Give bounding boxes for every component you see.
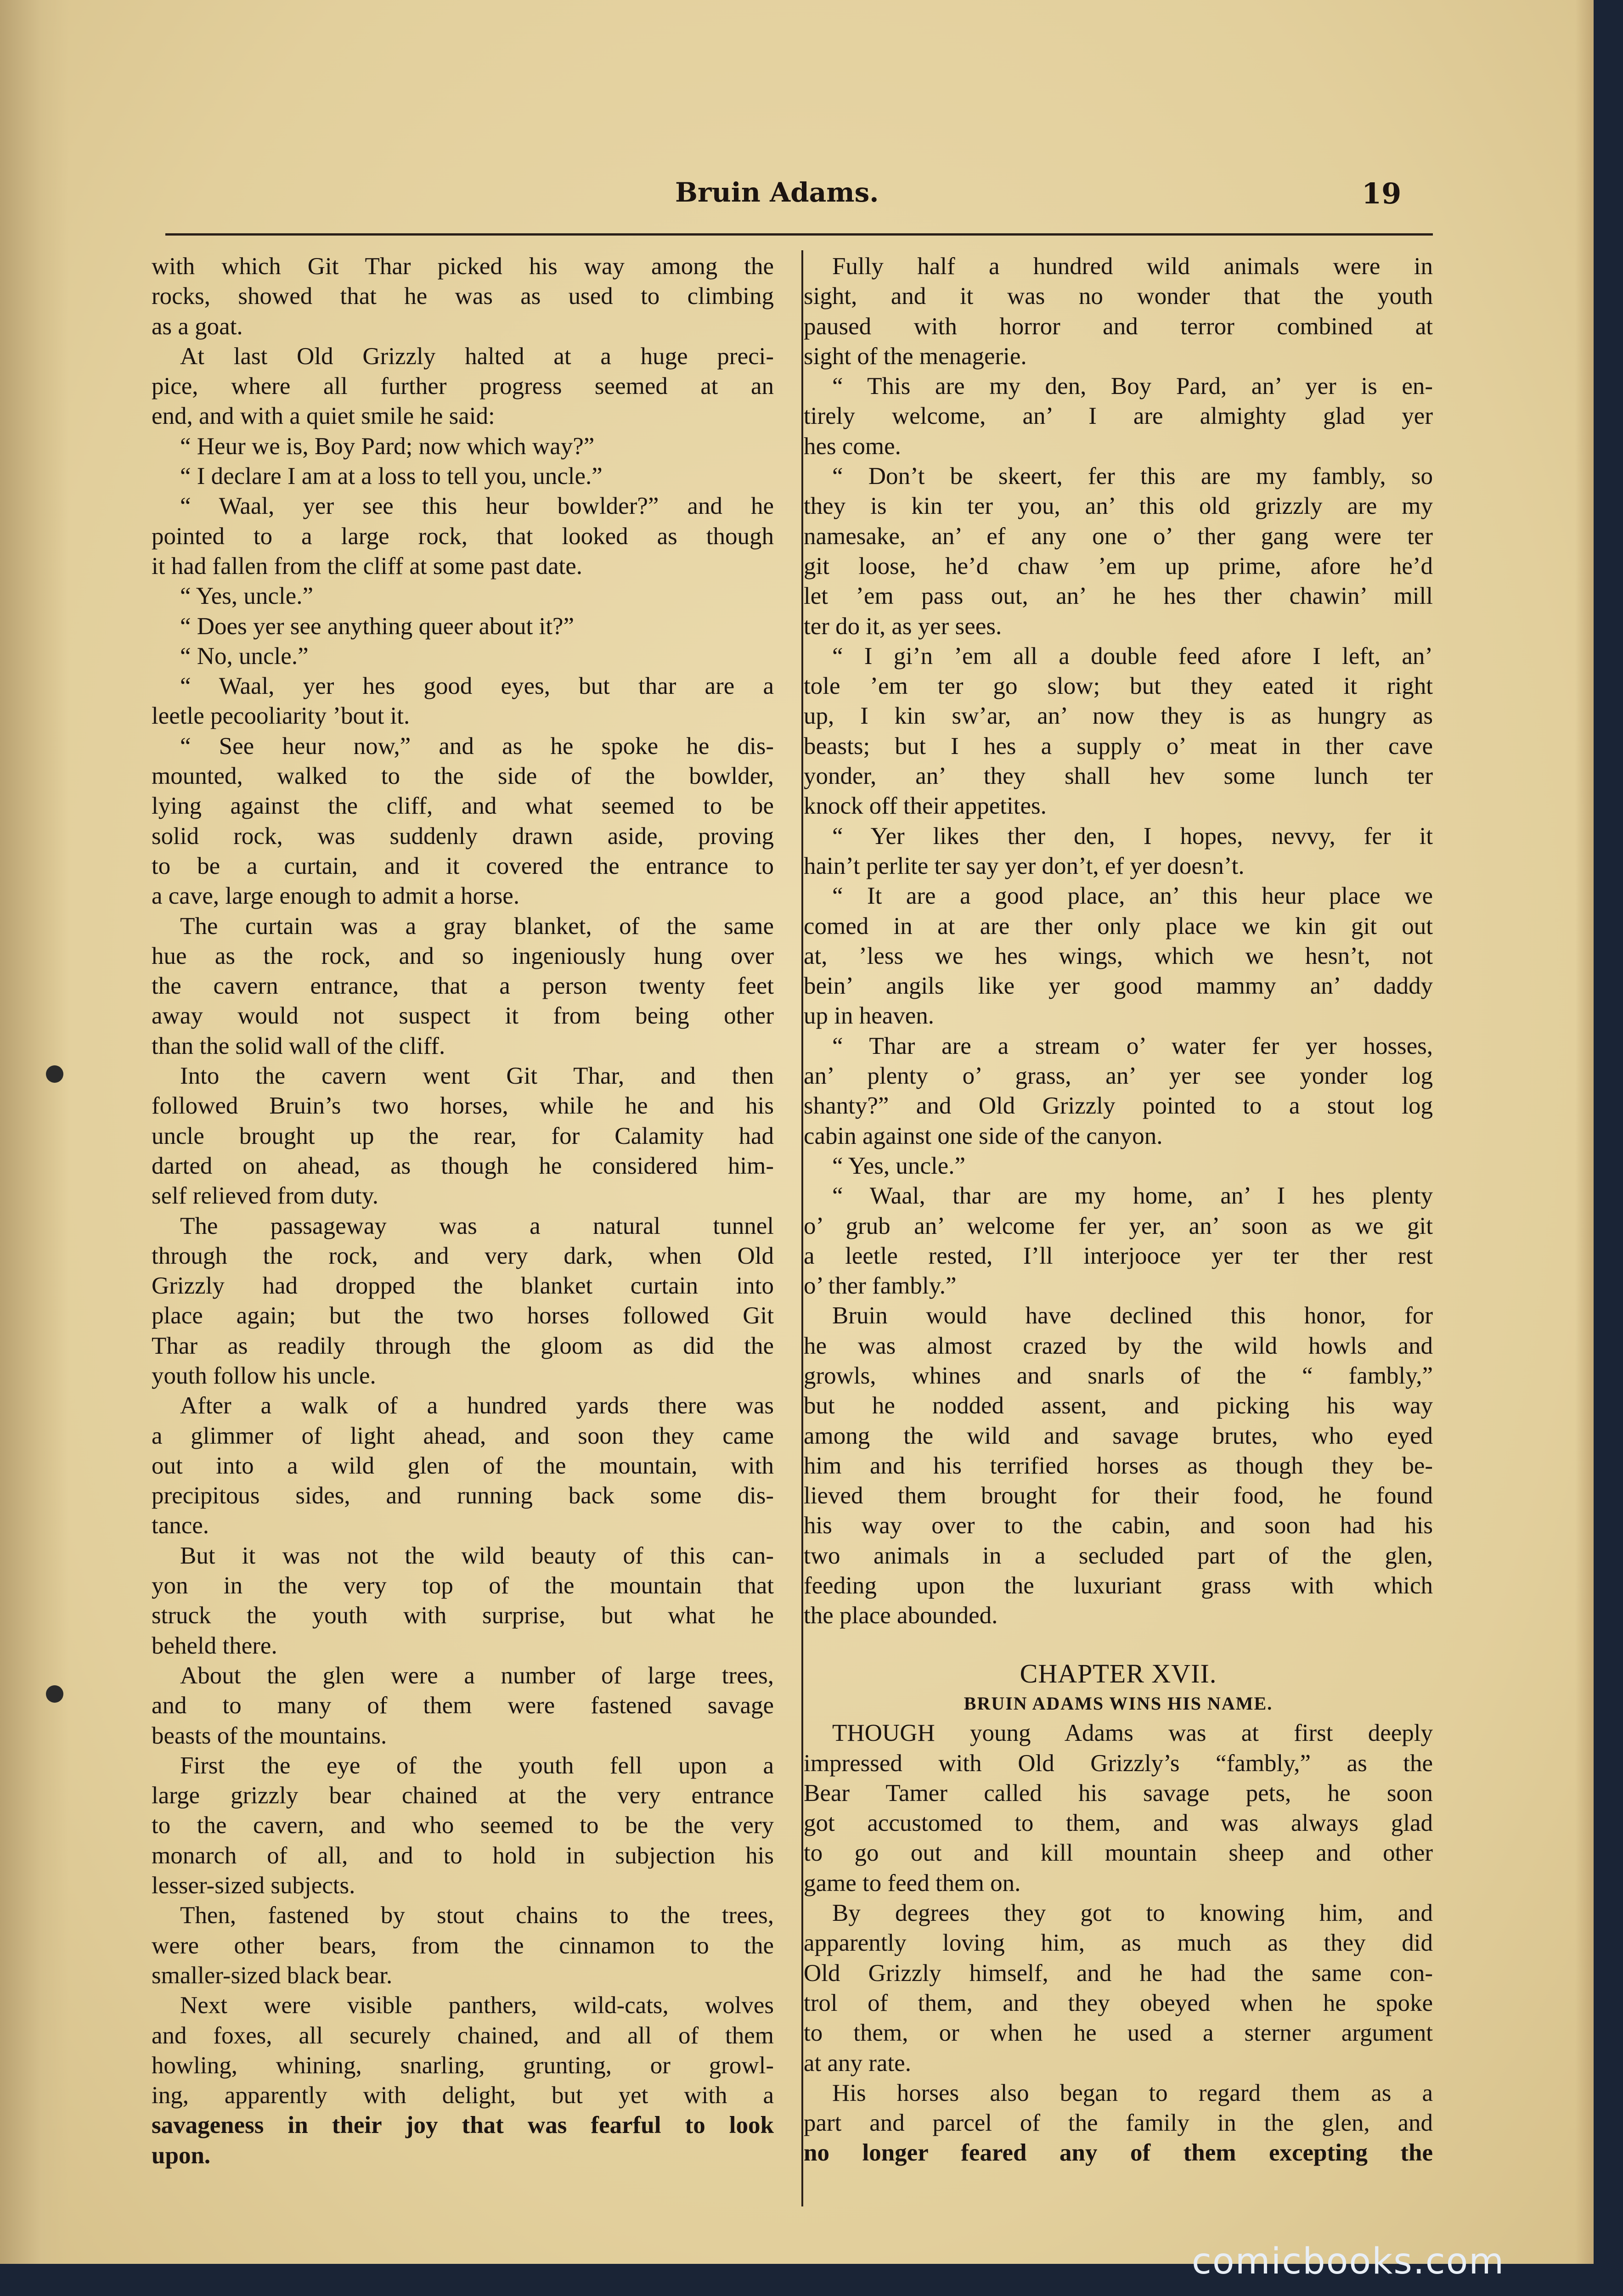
text-line: “ Waal, yer see this heur bowlder?” and he xyxy=(180,493,774,520)
text-line: upon. xyxy=(152,2142,211,2169)
text-line: they is kin ter you, an’ this old grizzly are my xyxy=(804,493,1433,520)
text-line: leetle pecooliarity ’bout it. xyxy=(152,703,410,730)
text-line: struck the youth with surprise, but what he xyxy=(152,1602,774,1629)
text-line: First the eye of the youth fell upon a xyxy=(180,1752,774,1779)
text-line: an’ plenty o’ grass, an’ yer see yonder log xyxy=(804,1063,1433,1090)
text-line: beasts; but I hes a supply o’ meat in ther cave xyxy=(804,732,1433,760)
text-line: howling, whining, snarling, grunting, or growl- xyxy=(152,2052,774,2079)
text-line: smaller-sized black bear. xyxy=(152,1962,393,1989)
text-line: game to feed them on. xyxy=(804,1869,1021,1896)
text-line: to the cavern, and who seemed to be the very xyxy=(152,1812,774,1839)
text-line: At last Old Grizzly halted at a huge preci- xyxy=(180,343,774,370)
text-line: but he nodded assent, and picking his way xyxy=(804,1392,1433,1419)
text-line: ter do it, as yer sees. xyxy=(804,613,1002,640)
text-line: Grizzly had dropped the blanket curtain into xyxy=(152,1272,774,1300)
text-line: “ Yes, uncle.” xyxy=(180,583,313,610)
text-line: up, I kin sw’ar, an’ now they is as hungry as xyxy=(804,703,1433,730)
text-line: self relieved from duty. xyxy=(152,1182,379,1210)
text-line: away would not suspect it from being other xyxy=(152,1002,774,1030)
text-line: among the wild and savage brutes, who eyed xyxy=(804,1422,1433,1449)
text-line: git loose, he’d chaw ’em up prime, afore he’d xyxy=(804,552,1433,580)
text-line: to them, or when he used a sterner argument xyxy=(804,2020,1433,2047)
column-divider xyxy=(801,250,803,2206)
text-line: darted on ahead, as though he considered him- xyxy=(152,1152,774,1179)
text-line: ing, apparently with delight, but yet with a xyxy=(152,2082,774,2109)
text-line: the place abounded. xyxy=(804,1602,998,1629)
text-line: uncle brought up the rear, for Calamity had xyxy=(152,1122,774,1149)
text-line: trol of them, and they obeyed when he spoke xyxy=(804,1989,1433,2016)
text-line: But it was not the wild beauty of this can- xyxy=(180,1542,774,1569)
text-line: comed in at are ther only place we kin git out xyxy=(804,912,1433,940)
chapter-body xyxy=(804,1718,1433,2168)
text-line: By degrees they got to knowing him, and xyxy=(832,1900,1433,1927)
text-line: Into the cavern went Git Thar, and then xyxy=(180,1063,774,1090)
text-line: solid rock, was suddenly drawn aside, proving xyxy=(152,822,774,850)
text-line: up in heaven. xyxy=(804,1002,935,1030)
text-line: lying against the cliff, and what seemed to be xyxy=(152,793,774,820)
text-line: yon in the very top of the mountain that xyxy=(152,1572,774,1599)
text-line: impressed with Old Grizzly’s “fambly,” as the xyxy=(804,1750,1433,1777)
text-line: tole ’em ter go slow; but they eated it right xyxy=(804,673,1433,700)
page-spine-shadow xyxy=(0,0,69,2264)
text-line: The curtain was a gray blanket, of the same xyxy=(180,912,774,940)
text-line: hain’t perlite ter say yer don’t, ef yer doesn’t. xyxy=(804,852,1245,879)
header-rule xyxy=(165,233,1433,236)
text-line: to go out and kill mountain sheep and other xyxy=(804,1840,1433,1867)
text-line: beheld there. xyxy=(152,1632,277,1659)
text-line: out into a wild glen of the mountain, with xyxy=(152,1452,774,1479)
text-line: “ Waal, thar are my home, an’ I hes plenty xyxy=(832,1182,1433,1210)
watermark: comicbooks.com xyxy=(1192,2241,1505,2282)
text-line: shanty?” and Old Grizzly pointed to a stout log xyxy=(804,1092,1433,1120)
text-line: his way over to the cabin, and soon had his xyxy=(804,1512,1433,1539)
text-line: Bear Tamer called his savage pets, he soon xyxy=(804,1779,1433,1806)
text-line: monarch of all, and to hold in subjection his xyxy=(152,1842,774,1869)
chapter-gap xyxy=(804,1631,1433,1659)
text-line: “ Does yer see anything queer about it?” xyxy=(180,613,574,640)
text-line: Next were visible panthers, wild-cats, wolves xyxy=(180,1992,774,2019)
text-line: namesake, an’ ef any one o’ ther gang were ter xyxy=(804,523,1433,550)
text-line: mounted, walked to the side of the bowlder, xyxy=(152,763,774,790)
text-line: the cavern entrance, that a person twenty feet xyxy=(152,973,774,1000)
text-line: let ’em pass out, an’ he hes ther chawin’ mill xyxy=(804,583,1433,610)
text-line: Bruin would have declined this honor, for xyxy=(832,1302,1433,1329)
text-line: bein’ angils like yer good mammy an’ daddy xyxy=(804,973,1433,1000)
text-line: beasts of the mountains. xyxy=(152,1722,387,1749)
text-line: “ I gi’n ’em all a double feed afore I left, an’ xyxy=(832,642,1433,670)
text-line: “ Thar are a stream o’ water fer yer hosses, xyxy=(832,1032,1433,1059)
running-head: Bruin Adams. xyxy=(675,177,879,208)
text-line: About the glen were a number of large trees, xyxy=(180,1662,774,1689)
text-line: “ Waal, yer hes good eyes, but thar are a xyxy=(180,673,774,700)
text-line: part and parcel of the family in the glen, and xyxy=(804,2110,1433,2137)
text-line: The passageway was a natural tunnel xyxy=(180,1212,774,1239)
text-line: “ Yes, uncle.” xyxy=(832,1152,965,1179)
text-line: pointed to a large rock, that looked as though xyxy=(152,523,774,550)
text-line: paused with horror and terror combined at xyxy=(804,313,1433,340)
text-line: he was almost crazed by the wild howls and xyxy=(804,1332,1433,1359)
text-line: sight, and it was no wonder that the youth xyxy=(804,283,1433,310)
text-line: Then, fastened by stout chains to the trees, xyxy=(180,1902,774,1929)
right-column xyxy=(804,252,1433,2168)
text-line: “ See heur now,” and as he spoke he dis- xyxy=(180,732,774,760)
text-line: o’ ther fambly.” xyxy=(804,1272,957,1300)
text-line: at, ’less we hes wings, which we hesn’t, not xyxy=(804,942,1433,969)
text-line: large grizzly bear chained at the very entrance xyxy=(152,1782,774,1809)
text-line: rocks, showed that he was as used to climbing xyxy=(152,283,774,310)
text-line: were other bears, from the cinnamon to the xyxy=(152,1932,774,1959)
text-line: His horses also began to regard them as a xyxy=(832,2079,1433,2106)
text-line: and foxes, all securely chained, and all of them xyxy=(152,2022,774,2049)
text-line: a leetle rested, I’ll interjooce yer ter ther rest xyxy=(804,1242,1433,1269)
text-line: to be a curtain, and it covered the entrance to xyxy=(152,852,774,879)
text-line: followed Bruin’s two horses, while he and his xyxy=(152,1092,774,1120)
text-line: knock off their appetites. xyxy=(804,793,1047,820)
text-line: youth follow his uncle. xyxy=(152,1362,376,1389)
text-line: “ Don’t be skeert, fer this are my fambly, so xyxy=(832,463,1433,490)
text-line: place again; but the two horses followed Git xyxy=(152,1302,774,1329)
binding-hole xyxy=(46,1685,63,1703)
text-line: with which Git Thar picked his way among the xyxy=(152,253,774,280)
chapter-subtitle: BRUIN ADAMS WINS HIS NAME. xyxy=(964,1693,1273,1714)
text-line: o’ grub an’ welcome fer yer, an’ soon as we git xyxy=(804,1212,1433,1239)
text-line: After a walk of a hundred yards there was xyxy=(180,1392,774,1419)
text-line: growls, whines and snarls of the “ fambly,” xyxy=(804,1362,1433,1389)
text-line: tance. xyxy=(152,1512,209,1539)
text-line: feeding upon the luxuriant grass with which xyxy=(804,1572,1433,1599)
text-line: savageness in their joy that was fearful to look xyxy=(152,2112,774,2139)
text-line: cabin against one side of the canyon. xyxy=(804,1122,1163,1149)
text-line: Old Grizzly himself, and he had the same con- xyxy=(804,1959,1433,1986)
text-line: lesser-sized subjects. xyxy=(152,1872,355,1899)
text-line: than the solid wall of the cliff. xyxy=(152,1032,445,1059)
right-column-body xyxy=(804,252,1433,1631)
text-line: through the rock, and very dark, when Old xyxy=(152,1242,774,1269)
text-line: pice, where all further progress seemed at an xyxy=(152,373,774,400)
text-line: him and his terrified horses as though they be- xyxy=(804,1452,1433,1479)
text-line: at any rate. xyxy=(804,2049,911,2077)
text-line: apparently loving him, as much as they did xyxy=(804,1930,1433,1957)
text-line: hue as the rock, and so ingeniously hung over xyxy=(152,942,774,969)
page-edge-shadow xyxy=(1575,0,1594,2264)
chapter-title: CHAPTER XVII. xyxy=(1020,1658,1217,1688)
text-line: hes come. xyxy=(804,433,901,460)
text-line: end, and with a quiet smile he said: xyxy=(152,403,495,430)
text-line: lieved them brought for their food, he found xyxy=(804,1482,1433,1509)
text-line: “ No, uncle.” xyxy=(180,642,309,670)
text-line: got accustomed to them, and was always glad xyxy=(804,1810,1433,1837)
text-line: sight of the menagerie. xyxy=(804,343,1027,370)
text-line: precipitous sides, and running back some dis- xyxy=(152,1482,774,1509)
text-line: no longer feared any of them excepting the xyxy=(804,2139,1433,2167)
text-line: it had fallen from the cliff at some past date. xyxy=(152,552,582,580)
text-line: “ This are my den, Boy Pard, an’ yer is en- xyxy=(832,373,1433,400)
text-line: a cave, large enough to admit a horse. xyxy=(152,883,520,910)
text-line: “ It are a good place, an’ this heur place we xyxy=(832,883,1433,910)
page-number: 19 xyxy=(1362,177,1402,210)
text-line: Fully half a hundred wild animals were in xyxy=(832,253,1433,280)
binding-hole xyxy=(46,1065,63,1083)
text-line: tirely welcome, an’ I are almighty glad yer xyxy=(804,403,1433,430)
text-line: two animals in a secluded part of the glen, xyxy=(804,1542,1433,1569)
text-line: yonder, an’ they shall hev some lunch ter xyxy=(804,763,1433,790)
text-line: as a goat. xyxy=(152,313,243,340)
text-line: and to many of them were fastened savage xyxy=(152,1692,774,1719)
text-line: a glimmer of light ahead, and soon they came xyxy=(152,1422,774,1449)
text-line: “ I declare I am at a loss to tell you, uncle.” xyxy=(180,463,603,490)
text-line: Thar as readily through the gloom as did the xyxy=(152,1332,774,1359)
text-line: “ Yer likes ther den, I hopes, nevvy, fer it xyxy=(832,822,1433,850)
left-column xyxy=(152,252,774,2171)
text-line: THOUGH young Adams was at first deeply xyxy=(832,1720,1433,1747)
text-line: “ Heur we is, Boy Pard; now which way?” xyxy=(180,433,595,460)
